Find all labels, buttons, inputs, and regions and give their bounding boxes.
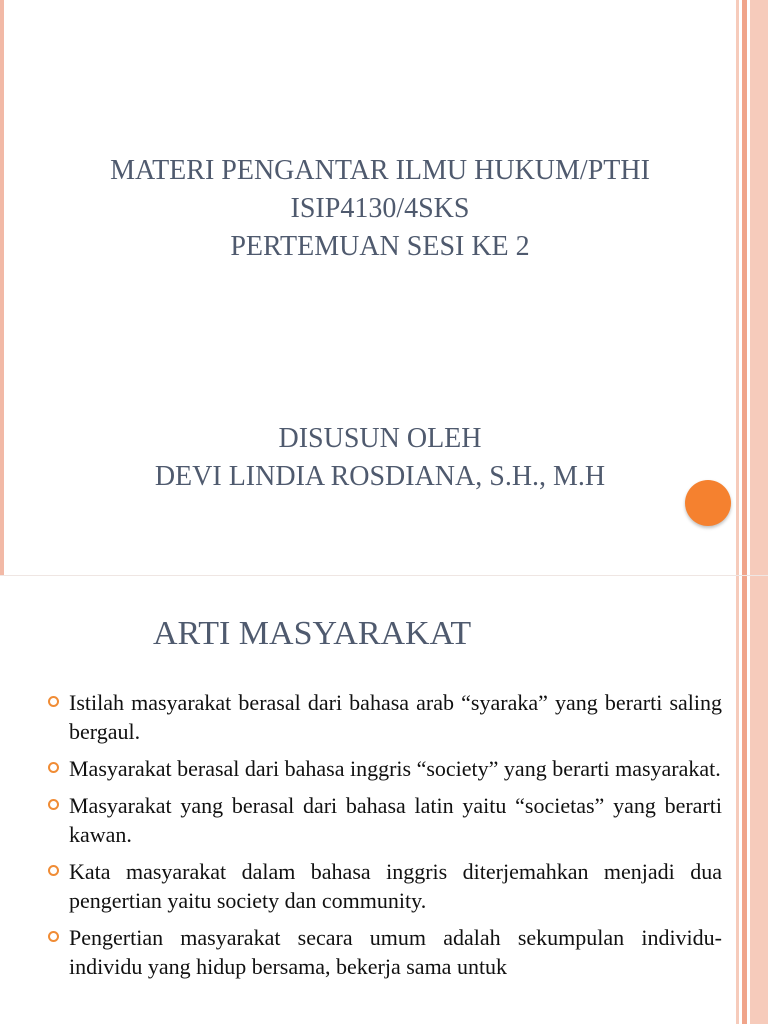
slide-author (40, 420, 720, 496)
title-line-2: ISIP4130/4SKS (290, 193, 470, 224)
bullet-text: Istilah masyarakat berasal dari bahasa arab “syaraka” yang berarti saling bergaul. (69, 690, 722, 744)
author-line-2: DEVI LINDIA ROSDIANA, S.H., M.H (154, 461, 606, 492)
title-line-1: MATERI PENGANTAR ILMU HUKUM/PTHI (110, 155, 650, 186)
hollow-circle-bullet-icon (48, 865, 59, 876)
hollow-circle-bullet-icon (48, 696, 59, 707)
hollow-circle-bullet-icon (48, 799, 59, 810)
right-accent-bars (736, 0, 768, 576)
bullet-text: Masyarakat yang berasal dari bahasa latin yaitu “societas” yang berarti kawan. (69, 793, 722, 847)
list-item (48, 688, 722, 746)
list-item (48, 857, 722, 915)
list-item (48, 754, 722, 783)
slide-title (40, 152, 720, 266)
list-item (48, 923, 722, 981)
title-line-3: PERTEMUAN SESI KE 2 (230, 231, 530, 262)
author-line-1: DISUSUN OLEH (278, 423, 482, 454)
list-item (48, 791, 722, 849)
hollow-circle-bullet-icon (48, 762, 59, 773)
bullet-text: Pengertian masyarakat secara umum adalah sekumpulan individu-individu yang hidup bersama, bekerja sama untuk (69, 925, 722, 979)
slide-heading: ARTI MASYARAKAT (153, 615, 472, 652)
left-accent-bar (0, 0, 4, 576)
hollow-circle-bullet-icon (48, 931, 59, 942)
bullet-text: Kata masyarakat dalam bahasa inggris diterjemahkan menjadi dua pengertian yaitu society dan community. (69, 859, 722, 913)
right-accent-bars-2 (736, 576, 768, 1024)
orange-circle-icon (685, 480, 731, 526)
content-slide (0, 576, 768, 1024)
bullet-list (48, 688, 722, 989)
bullet-text: Masyarakat berasal dari bahasa inggris “society” yang berarti masyarakat. (69, 756, 721, 781)
